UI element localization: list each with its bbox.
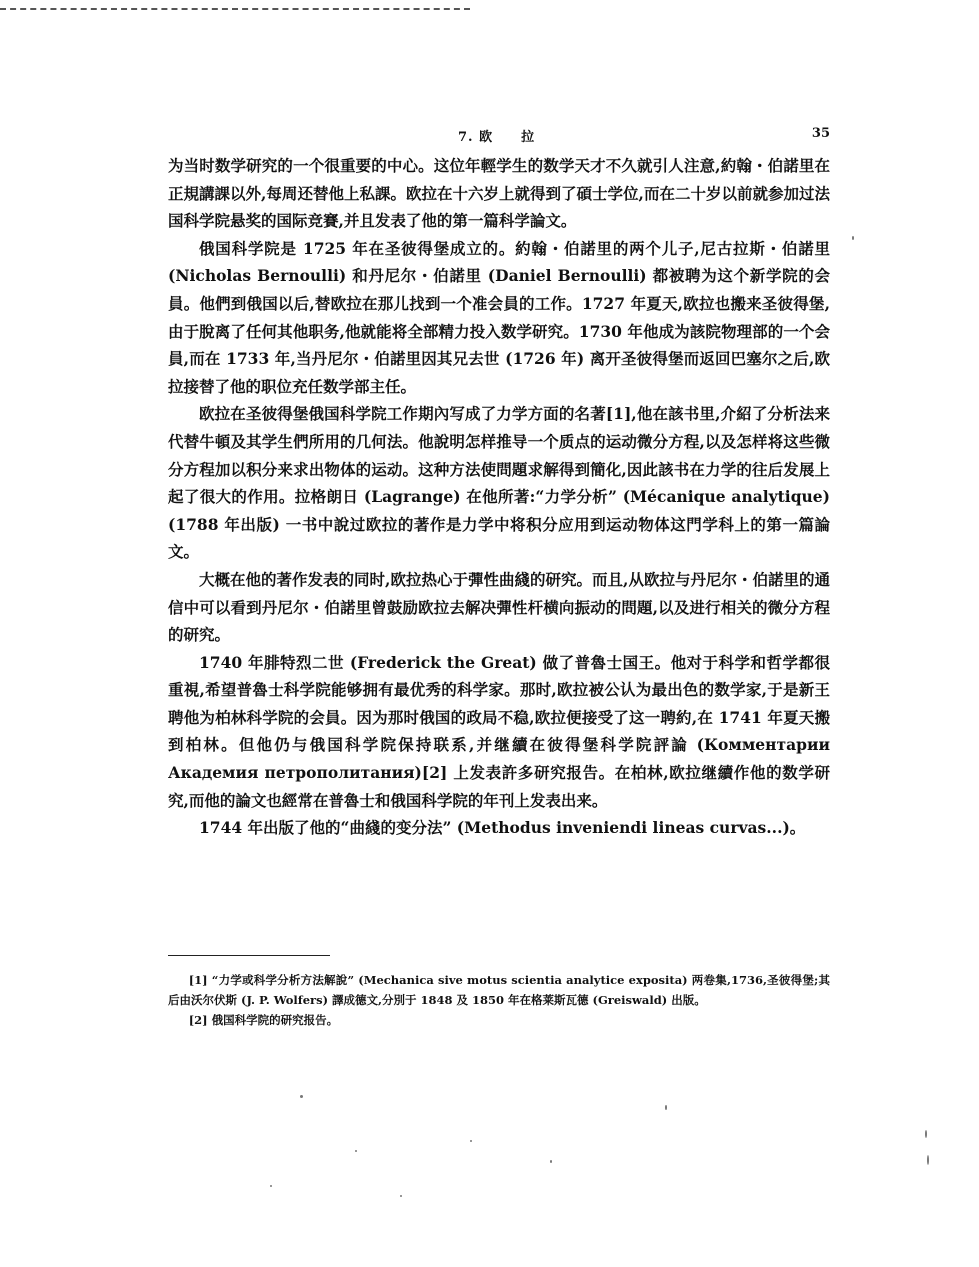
- paragraph-elastic-curves: 大概在他的著作发表的同时,欧拉热心于彈性曲綫的研究。而且,从欧拉与丹尼尔・伯諾里的通信中可以看到丹尼尔・伯諾里曾鼓励欧拉去解决彈性杆横向振动的問題,以及进行相关的微分方程的研究。: [168, 569, 830, 645]
- paragraph-continued: 为当时数学研究的一个很重要的中心。这位年輕学生的数学天才不久就引人注意,約翰・伯諾里在正規講課以外,每周还替他上私課。欧拉在十六岁上就得到了碩士学位,而在二十岁以前就参加过法国科学院悬奖的国际竞賽,并且发表了他的第一篇科学論文。: [168, 156, 830, 231]
- scan-speck: [925, 1130, 927, 1138]
- footnote-2: [2] 俄国科学院的研究报告。: [188, 1013, 339, 1027]
- scan-speck: [470, 1140, 472, 1142]
- footnote-1: [1] “力学或科学分析方法解說” (Mechanica sive motus scientia analytice exposita) 两卷集,1736,圣彼得堡;其后由沃尔伏斯 (J. P. Wolfers) 譯成德文,分別于 1848 及 1850 年在格莱斯瓦德 (Greiswald) 出版。: [168, 973, 830, 1007]
- scan-speck: [355, 1150, 357, 1152]
- scan-speck: [550, 1160, 552, 1163]
- scan-speck: [665, 1105, 667, 1110]
- paragraph-berlin: 1740 年腓特烈二世 (Frederick the Great) 做了普魯士国王。他对于科学和哲学都很重視,希望普魯士科学院能够拥有最优秀的科学家。那时,欧拉被公认为最出色的数学家,于是新王聘他为柏林科学院的会員。因为那时俄国的政局不稳,欧拉便接受了这一聘約,在 1741 年夏天搬到柏林。但他仍与俄国科学院保持联系,并继續在彼得堡科学院評論 (Комментарии Академия петрополитания)[2] 上发表許多研究报告。在柏林,欧拉继續作他的数学研究,而他的論文也經常在普魯士和俄国科学院的年刊上发表出来。: [168, 652, 830, 810]
- footnotes: [168, 970, 830, 1030]
- running-title: 7. 欧 拉: [458, 130, 536, 145]
- scan-speck: [927, 1155, 929, 1165]
- body-text: [168, 152, 830, 842]
- scan-speck: [852, 236, 854, 240]
- scan-speck: [270, 1185, 272, 1187]
- paragraph-academy-founding: 俄国科学院是 1725 年在圣彼得堡成立的。約翰・伯諾里的两个儿子,尼古拉斯・伯諾里 (Nicholas Bernoulli) 和丹尼尔・伯諾里 (Daniel Bernoulli) 都被聘为这个新学院的会員。他們到俄国以后,替欧拉在那儿找到一个准会員的工作。1727 年夏天,欧拉也搬来圣彼得堡,由于脫离了任何其他职务,他就能将全部精力投入数学研究。1730 年他成为該院物理部的一个会員,而在 1733 年,当丹尼尔・伯諾里因其兄去世 (1726 年) 离开圣彼得堡而返回巴塞尔之后,欧拉接替了他的职位充任数学部主任。: [168, 238, 830, 396]
- paragraph-variational: 1744 年出版了他的“曲綫的变分法” (Methodus inveniendi lineas curvas...)。: [199, 818, 806, 838]
- scan-speck: [300, 1095, 303, 1098]
- page-number: 35: [811, 126, 830, 141]
- footnote-divider: [168, 955, 330, 956]
- scan-dashed-border: [0, 8, 470, 10]
- paragraph-mechanics: 欧拉在圣彼得堡俄国科学院工作期內写成了力学方面的名著[1],他在該书里,介紹了分析法来代替牛頓及其学生們所用的几何法。他說明怎样推导一个质点的运动微分方程,以及怎样将这些微分方程加以积分来求出物体的运动。这种方法使問題求解得到簡化,因此該书在力学的往后发展上起了很大的作用。拉格朗日 (Lagrange) 在他所著:“力学分析” (Mécanique analytique) (1788 年出版) 一书中說过欧拉的著作是力学中将积分应用到运动物体这門学科上的第一篇論文。: [168, 404, 830, 562]
- scan-speck: [400, 1195, 402, 1197]
- page-header: [168, 122, 830, 146]
